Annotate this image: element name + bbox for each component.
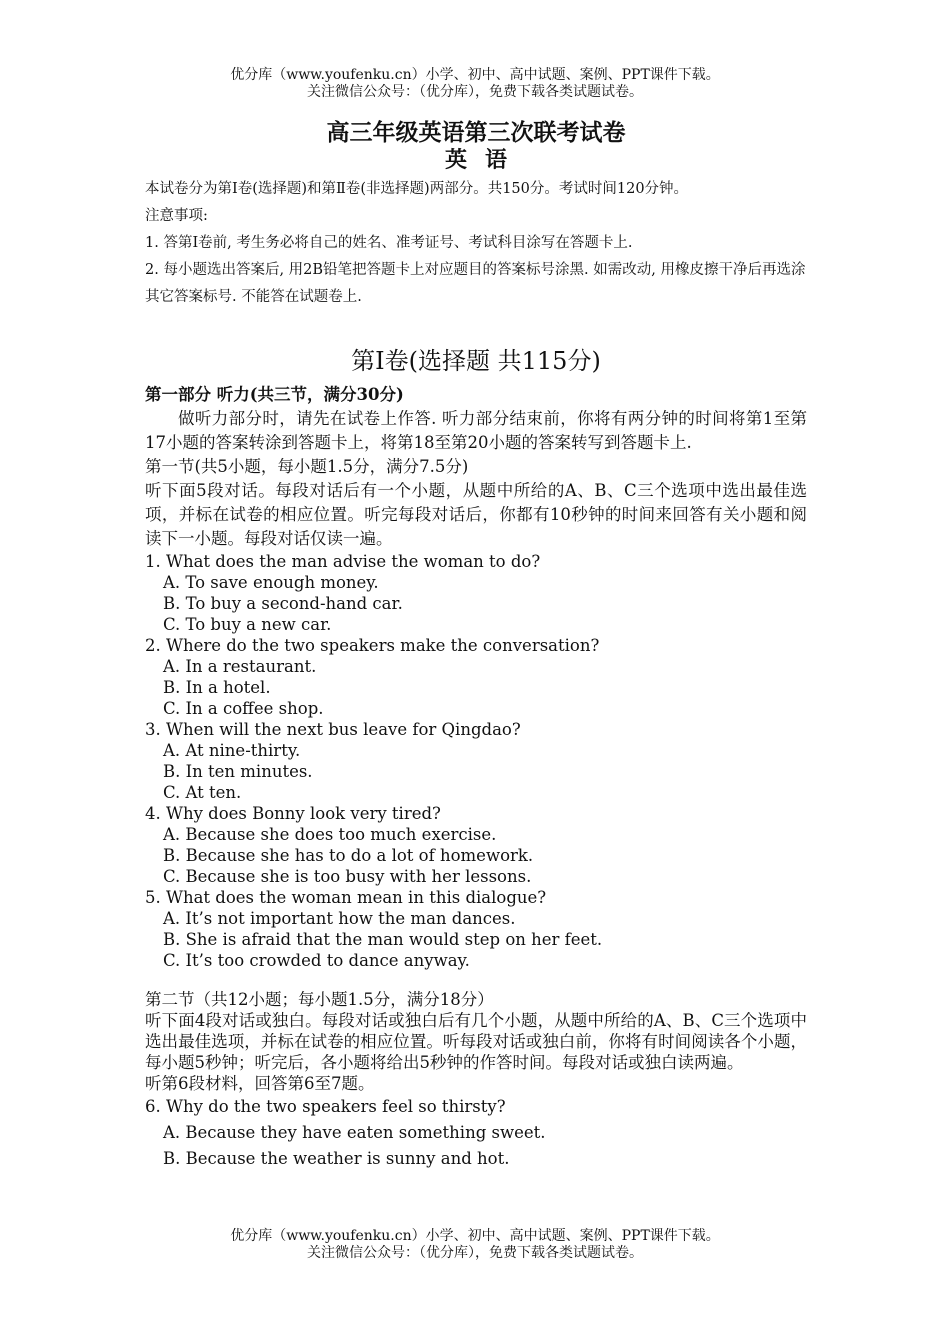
option-b: B. Because she has to do a lot of homework. <box>163 846 534 865</box>
option-b: B. Because the weather is sunny and hot. <box>163 1149 510 1168</box>
exam-title: 高三年级英语第三次联考试卷 <box>326 119 626 146</box>
section-2-description: 听下面4段对话或独白。每段对话或独白后有几个小题，从题中所给的A、B、C三个选项中选出最佳选项，并标在试卷的相应位置。听每段对话或独白前，你将有时间阅读各个小题，每小题5秒钟；听完后，各小题将给出5秒钟的作答时间。每段对话或独白读两遍。 <box>145 1011 807 1072</box>
subsection-1-title: 第一节(共5小题，每小题1.5分，满分7.5分) <box>145 457 469 476</box>
option-a: A. It’s not important how the man dances. <box>163 909 516 928</box>
question-4 <box>145 803 807 887</box>
question-text: 5. What does the woman mean in this dialogue? <box>145 888 547 907</box>
part-1-title: 第一部分 听力(共三节，满分30分) <box>145 385 404 404</box>
spacer <box>145 971 807 989</box>
note-1: 1. 答第Ⅰ卷前, 考生务必将自己的姓名、准考证号、考试科目涂写在答题卡上. <box>145 235 633 251</box>
question-text: 3. When will the next bus leave for Qingdao? <box>145 720 521 739</box>
notes-title: 注意事项: <box>145 208 208 224</box>
option-a: A. Because she does too much exercise. <box>163 825 497 844</box>
footer-line-1: 优分库（www.youfenku.cn）小学、初中、高中试题、案例、PPT课件下载。 <box>230 1228 720 1244</box>
question-1 <box>145 551 807 635</box>
page-footer <box>0 1228 950 1262</box>
option-a: A. At nine-thirty. <box>163 741 301 760</box>
option-c: C. In a coffee shop. <box>163 699 324 718</box>
part-1-description: 做听力部分时，请先在试卷上作答. 听力部分结束前，你将有两分钟的时间将第1至第17小题的答案转涂到答题卡上，将第18至第20小题的答案转写到答题卡上. <box>145 409 807 452</box>
question-list <box>145 551 807 971</box>
subsection-1-description: 听下面5段对话。每段对话后有一个小题，从题中所给的A、B、C三个选项中选出最佳选项，并标在试卷的相应位置。听完每段对话后，你都有10秒钟的时间来回答有关小题和阅读下一小题。每段对话仅读一遍。 <box>145 481 807 548</box>
section-1-title: 第Ⅰ卷(选择题 共115分) <box>351 347 601 375</box>
exam-subtitle: 英语 <box>444 147 525 173</box>
question-text: 4. Why does Bonny look very tired? <box>145 804 441 823</box>
footer-line-2: 关注微信公众号：（优分库），免费下载各类试题试卷。 <box>307 1245 643 1261</box>
question-text: 2. Where do the two speakers make the conversation? <box>145 636 600 655</box>
note-2: 2. 每小题选出答案后, 用2B铅笔把答题卡上对应题目的答案标号涂黑. 如需改动, 用橡皮擦干净后再选涂其它答案标号. 不能答在试题卷上. <box>145 262 806 305</box>
option-c: C. Because she is too busy with her lessons. <box>163 867 532 886</box>
question-3 <box>145 719 807 803</box>
question-6 <box>145 1094 807 1172</box>
option-b: B. In a hotel. <box>163 678 271 697</box>
question-text: 1. What does the man advise the woman to do? <box>145 552 541 571</box>
page-header <box>0 67 950 101</box>
exam-intro: 本试卷分为第Ⅰ卷(选择题)和第Ⅱ卷(非选择题)两部分。共150分。考试时间120分钟。 <box>145 181 689 197</box>
exam-content <box>145 118 807 1172</box>
option-a: A. In a restaurant. <box>163 657 317 676</box>
option-c: C. It’s too crowded to dance anyway. <box>163 951 470 970</box>
option-c: C. At ten. <box>163 783 242 802</box>
section-2-title: 第二节（共12小题；每小题1.5分，满分18分） <box>145 990 494 1009</box>
option-b: B. To buy a second-hand car. <box>163 594 403 613</box>
header-line-1: 优分库（www.youfenku.cn）小学、初中、高中试题、案例、PPT课件下载。 <box>230 67 720 83</box>
option-a: A. To save enough money. <box>163 573 379 592</box>
question-2 <box>145 635 807 719</box>
header-line-2: 关注微信公众号：（优分库），免费下载各类试题试卷。 <box>307 84 643 100</box>
material-6-note: 听第6段材料，回答第6至7题。 <box>145 1074 375 1093</box>
option-b: B. In ten minutes. <box>163 762 313 781</box>
option-c: C. To buy a new car. <box>163 615 332 634</box>
option-b: B. She is afraid that the man would step on her feet. <box>163 930 603 949</box>
option-a: A. Because they have eaten something sweet. <box>163 1123 546 1142</box>
question-text: 6. Why do the two speakers feel so thirsty? <box>145 1097 506 1116</box>
question-5 <box>145 887 807 971</box>
